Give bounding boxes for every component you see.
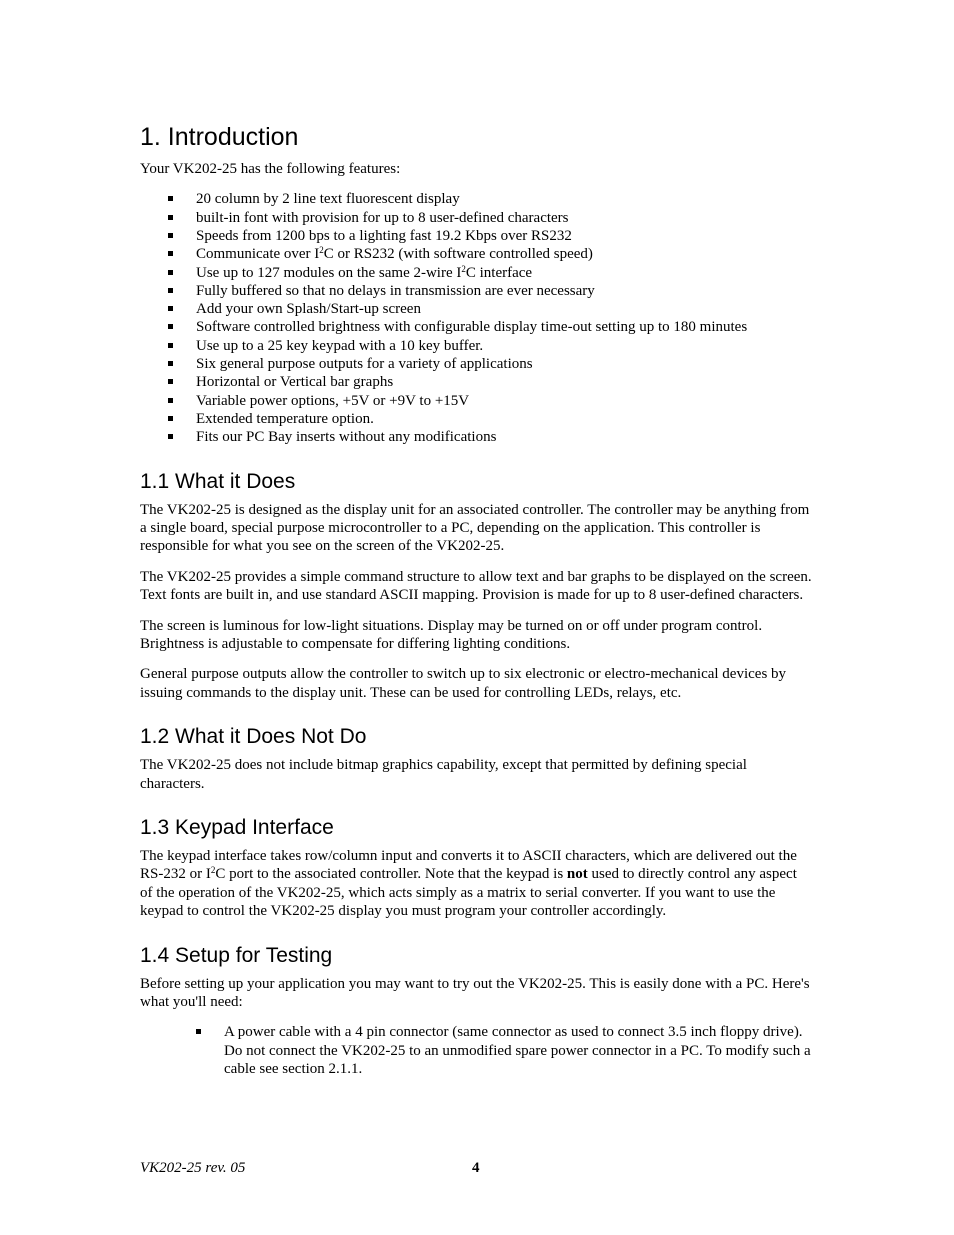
document-page [140,118,812,1079]
list-item: Horizontal or Vertical bar graphs [168,373,812,391]
paragraph: The VK202-25 does not include bitmap graphics capability, except that permitted by defining special characters. [140,757,747,792]
bullet-icon [168,416,173,421]
section-title-keypad-interface: 1.3 Keypad Interface [140,816,334,840]
list-item: Fully buffered so that no delays in transmission are ever necessary [168,282,812,300]
list-item: Add your own Splash/Start-up screen [168,300,812,318]
bullet-icon [168,215,173,220]
paragraph: The VK202-25 is designed as the display unit for an associated controller. The controller may be anything from a single board, special purpose microcontroller to a PC, depending on the application. This controller is responsible for what you see on the screen of the VK202-25. [140,501,810,555]
list-item: 20 column by 2 line text fluorescent display [168,190,812,208]
page-number: 4 [472,1160,480,1176]
list-item: built-in font with provision for up to 8 user-defined characters [168,209,812,227]
list-item: Use up to 127 modules on the same 2-wire $I^2C$ interface [168,264,812,282]
list-item: Speeds from 1200 bps to a lighting fast 19.2 Kbps over RS232 [168,227,812,245]
bullet-icon [168,324,173,329]
paragraph: The screen is luminous for low-light situations. Display may be turned on or off under program control. Brightness is adjustable to compensate for differing lighting conditions. [140,617,763,652]
list-item: Communicate over $I^2C$ or RS232 (with software controlled speed) [168,245,812,263]
list-item: Fits our PC Bay inserts without any modifications [168,428,812,446]
bullet-icon [168,361,173,366]
list-item: A power cable with a 4 pin connector (same connector as used to connect 3.5 inch floppy drive). Do not connect the VK202-25 to an unmodified spare power connector in a PC. To modify such a cable see section 2.1.1. [196,1023,812,1078]
bullet-icon [168,379,173,384]
bullet-icon [196,1029,201,1034]
paragraph: Before setting up your application you may want to try out the VK202-25. This is easily done with a PC. Here's what you'll need: [140,975,810,1011]
bullet-icon [168,343,173,348]
paragraph: The VK202-25 provides a simple command structure to allow text and bar graphs to be displayed on the screen. Text fonts are built in, and use standard ASCII mapping. Provision is made for up to 8 user-defined characters. [140,568,812,604]
list-item: Software controlled brightness with configurable display time-out setting up to 180 minutes [168,318,812,336]
list-item: Extended temperature option. [168,410,812,428]
requirements-list [140,1023,812,1078]
section-title-setup-for-testing: 1.4 Setup for Testing [140,943,333,967]
intro-lead: Your VK202-25 has the following features: [140,161,401,177]
section-title-what-it-does: 1.1 What it Does [140,469,296,493]
bullet-icon [168,398,173,403]
bullet-icon [168,233,173,238]
page-footer [140,1160,812,1180]
keypad-paragraph: The keypad interface takes row/column input and converts it to ASCII characters, which are delivered out the RS-232 or $I^2C$ port to the associated controller. Note that the keypad is not used to directly control any aspect of the operation of the VK202-25, which acts simply as a matrix to serial converter. If you want to use the keypad to control the VK202-25 display you must program your controller accordingly. [140,848,797,920]
revision-label: VK202-25 rev. 05 [140,1160,246,1176]
section-title-introduction: 1. Introduction [140,123,299,151]
bullet-icon [168,196,173,201]
list-item: Six general purpose outputs for a variety of applications [168,355,812,373]
paragraph: General purpose outputs allow the controller to switch up to six electronic or electro-mechanical devices by issuing commands to the display unit. These can be used for controlling LEDs, relays, etc. [140,666,787,701]
bullet-icon [168,251,173,256]
list-item: Use up to a 25 key keypad with a 10 key buffer. [168,337,812,355]
bullet-icon [168,288,173,293]
bullet-icon [168,306,173,311]
list-item: Variable power options, +5V or +9V to +15V [168,392,812,410]
section-title-what-it-does-not-do: 1.2 What it Does Not Do [140,725,367,749]
feature-list [140,190,812,446]
bullet-icon [168,434,173,439]
bullet-icon [168,270,173,275]
